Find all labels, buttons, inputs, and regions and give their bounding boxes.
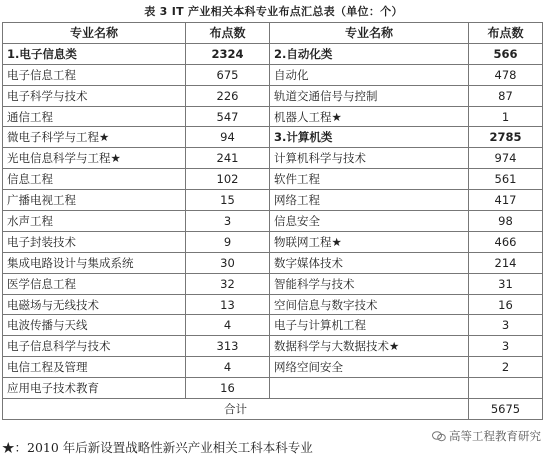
left-major-count: 2324 (186, 43, 270, 64)
left-major-name: 电信工程及管理 (3, 357, 186, 378)
header-row (3, 23, 543, 44)
left-major-name: 微电子科学与工程★ (3, 127, 186, 148)
right-major-name: 智能科学与技术 (270, 273, 469, 294)
left-major-count: 3 (186, 211, 270, 232)
left-major-count: 13 (186, 294, 270, 315)
right-major-count: 98 (469, 211, 543, 232)
left-major-name: 信息工程 (3, 169, 186, 190)
left-major-count: 30 (186, 252, 270, 273)
right-major-count (469, 378, 543, 399)
right-major-name: 网络空间安全 (270, 357, 469, 378)
left-major-name: 光电信息科学与工程★ (3, 148, 186, 169)
left-major-name: 电子科学与技术 (3, 85, 186, 106)
table-row (3, 231, 543, 252)
left-major-name: 通信工程 (3, 106, 186, 127)
left-major-name: 广播电视工程 (3, 190, 186, 211)
left-major-name: 水声工程 (3, 211, 186, 232)
left-major-count: 15 (186, 190, 270, 211)
header-count-right: 布点数 (469, 23, 543, 44)
left-major-count: 9 (186, 231, 270, 252)
right-major-count: 561 (469, 169, 543, 190)
table-title: 表 3 IT 产业相关本科专业布点汇总表（单位：个） (144, 5, 403, 18)
right-major-name: 轨道交通信号与控制 (270, 85, 469, 106)
table-row (3, 273, 543, 294)
right-major-count: 87 (469, 85, 543, 106)
left-major-name: 电子封装技术 (3, 231, 186, 252)
right-major-count: 214 (469, 252, 543, 273)
total-row (3, 399, 543, 420)
right-major-count: 3 (469, 315, 543, 336)
total-label: 合计 (3, 399, 469, 420)
right-major-name: 自动化 (270, 64, 469, 85)
right-major-name: 机器人工程★ (270, 106, 469, 127)
header-name-left: 专业名称 (3, 23, 186, 44)
table-row (3, 106, 543, 127)
right-major-count: 1 (469, 106, 543, 127)
right-major-name: 数据科学与大数据技术★ (270, 336, 469, 357)
right-major-name: 计算机科学与技术 (270, 148, 469, 169)
table-row (3, 148, 543, 169)
left-major-count: 241 (186, 148, 270, 169)
left-major-count: 16 (186, 378, 270, 399)
table-row (3, 64, 543, 85)
table-row (3, 211, 543, 232)
header-name-right: 专业名称 (270, 23, 469, 44)
left-major-count: 675 (186, 64, 270, 85)
wechat-icon (432, 431, 446, 442)
left-major-count: 4 (186, 315, 270, 336)
right-major-name: 3.计算机类 (270, 127, 469, 148)
right-major-name: 数字媒体技术 (270, 252, 469, 273)
left-major-name: 集成电路设计与集成系统 (3, 252, 186, 273)
left-major-count: 226 (186, 85, 270, 106)
right-major-count: 566 (469, 43, 543, 64)
table-row (3, 294, 543, 315)
left-major-name: 电波传播与天线 (3, 315, 186, 336)
left-major-count: 4 (186, 357, 270, 378)
left-major-name: 电子信息科学与技术 (3, 336, 186, 357)
table-row (3, 378, 543, 399)
right-major-count: 478 (469, 64, 543, 85)
table-row (3, 127, 543, 148)
watermark (432, 428, 541, 444)
left-major-name: 电磁场与无线技术 (3, 294, 186, 315)
table-row (3, 85, 543, 106)
right-major-count: 974 (469, 148, 543, 169)
table-row (3, 252, 543, 273)
table-row (3, 169, 543, 190)
left-major-count: 547 (186, 106, 270, 127)
right-major-count: 31 (469, 273, 543, 294)
right-major-count: 466 (469, 231, 543, 252)
right-major-name: 软件工程 (270, 169, 469, 190)
left-major-name: 1.电子信息类 (3, 43, 186, 64)
table-row (3, 315, 543, 336)
header-count-left: 布点数 (186, 23, 270, 44)
left-major-name: 电子信息工程 (3, 64, 186, 85)
right-major-count: 16 (469, 294, 543, 315)
watermark-text: 高等工程教育研究 (449, 429, 541, 443)
table-row (3, 336, 543, 357)
right-major-name: 信息安全 (270, 211, 469, 232)
right-major-name (270, 378, 469, 399)
left-major-count: 32 (186, 273, 270, 294)
footnote: ★：2010 年后新设置战略性新兴产业相关工科本科专业 (2, 440, 313, 455)
right-major-count: 417 (469, 190, 543, 211)
right-major-count: 2 (469, 357, 543, 378)
total-value: 5675 (469, 399, 543, 420)
right-major-name: 2.自动化类 (270, 43, 469, 64)
right-major-name: 电子与计算机工程 (270, 315, 469, 336)
right-major-name: 空间信息与数字技术 (270, 294, 469, 315)
major-summary-table (2, 22, 543, 420)
right-major-name: 网络工程 (270, 190, 469, 211)
left-major-name: 应用电子技术教育 (3, 378, 186, 399)
left-major-name: 医学信息工程 (3, 273, 186, 294)
table-row (3, 43, 543, 64)
left-major-count: 313 (186, 336, 270, 357)
table-row (3, 357, 543, 378)
right-major-name: 物联网工程★ (270, 231, 469, 252)
right-major-count: 2785 (469, 127, 543, 148)
right-major-count: 3 (469, 336, 543, 357)
left-major-count: 94 (186, 127, 270, 148)
left-major-count: 102 (186, 169, 270, 190)
table-row (3, 190, 543, 211)
